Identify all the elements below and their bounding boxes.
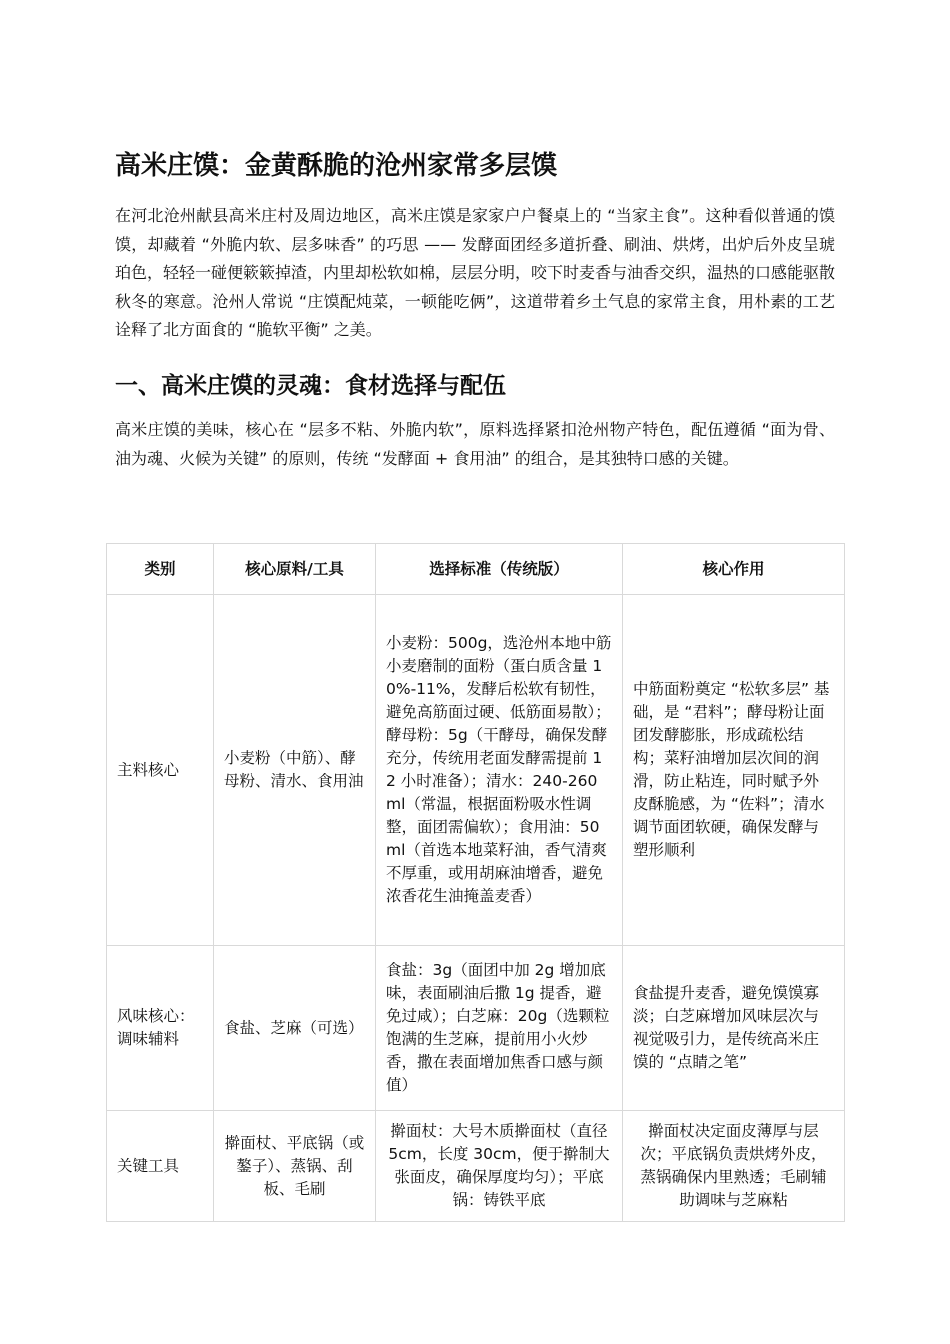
table-header-cell: 选择标准（传统版） xyxy=(376,544,623,595)
role-cell: 食盐提升麦香，避免馍馍寡淡；白芝麻增加风味层次与视觉吸引力，是传统高米庄馍的 “点睛之笔” xyxy=(623,946,845,1111)
page-title: 高米庄馍：金黄酥脆的沧州家常多层馍 xyxy=(115,151,558,181)
category-cell: 风味核心：调味辅料 xyxy=(107,946,214,1111)
role-cell: 中筋面粉奠定 “松软多层” 基础，是 “君料”；酵母粉让面团发酵膨胀，形成疏松结构；菜籽油增加层次间的润滑，防止粘连，同时赋予外皮酥脆感，为 “佐料”；清水调节面团软硬，确保发酵与塑形顺利 xyxy=(623,595,845,946)
section-paragraph: 高米庄馍的美味，核心在 “层多不粘、外脆内软”，原料选择紧扣沧州物产特色，配伍遵循 “面为骨、油为魂、火候为关键” 的原则，传统 “发酵面 + 食用油” 的组合，是其独特口感的关键。 xyxy=(115,420,835,468)
category-cell: 关键工具 xyxy=(107,1111,214,1222)
table-header-cell: 核心原料/工具 xyxy=(214,544,376,595)
section-heading: 一、高米庄馍的灵魂：食材选择与配伍 xyxy=(115,373,506,399)
table-header-cell: 核心作用 xyxy=(623,544,845,595)
standard-cell: 擀面杖：大号木质擀面杖（直径 5cm，长度 30cm，便于擀制大张面皮，确保厚度均匀）；平底锅：铸铁平底 xyxy=(376,1111,623,1222)
standard-cell: 食盐：3g（面团中加 2g 增加底味，表面刷油后撒 1g 提香，避免过咸）；白芝麻：20g（选颗粒饱满的生芝麻，提前用小火炒香，撒在表面增加焦香口感与颜值） xyxy=(376,946,623,1111)
table-header-row xyxy=(107,544,845,595)
table-header-cell: 类别 xyxy=(107,544,214,595)
role-cell: 擀面杖决定面皮薄厚与层次；平底锅负责烘烤外皮，蒸锅确保内里熟透；毛刷辅助调味与芝麻粘 xyxy=(623,1111,845,1222)
materials-cell: 小麦粉（中筋）、酵母粉、清水、食用油 xyxy=(214,595,376,946)
materials-cell: 擀面杖、平底锅（或鏊子）、蒸锅、刮板、毛刷 xyxy=(214,1111,376,1222)
intro-paragraph: 在河北沧州献县高米庄村及周边地区，高米庄馍是家家户户餐桌上的 “当家主食”。这种看似普通的馍馍，却藏着 “外脆内软、层多味香” 的巧思 —— 发酵面团经多道折叠、刷油、烘烤，出炉后外皮呈琥珀色，轻轻一碰便簌簌掉渣，内里却松软如棉，层层分明，咬下时麦香与油香交织，温热的口感能驱散秋冬的寒意。沧州人常说 “庄馍配炖菜，一顿能吃俩”，这道带着乡土气息的家常主食，用朴素的工艺诠释了北方面食的 “脆软平衡” 之美。 xyxy=(115,206,836,339)
category-cell: 主料核心 xyxy=(107,595,214,946)
table-row xyxy=(107,1111,845,1222)
ingredients-table xyxy=(106,543,845,1222)
table-row xyxy=(107,595,845,946)
table-row xyxy=(107,946,845,1111)
materials-cell: 食盐、芝麻（可选） xyxy=(214,946,376,1111)
standard-cell: 小麦粉：500g，选沧州本地中筋小麦磨制的面粉（蛋白质含量 10%-11%，发酵后松软有韧性，避免高筋面过硬、低筋面易散）；酵母粉：5g（干酵母，确保发酵充分，传统用老面发酵需提前 12 小时准备）；清水：240-260ml（常温，根据面粉吸水性调整，面团需偏软）；食用油：50ml（首选本地菜籽油，香气清爽不厚重，或用胡麻油增香，避免浓香花生油掩盖麦香） xyxy=(376,595,623,946)
